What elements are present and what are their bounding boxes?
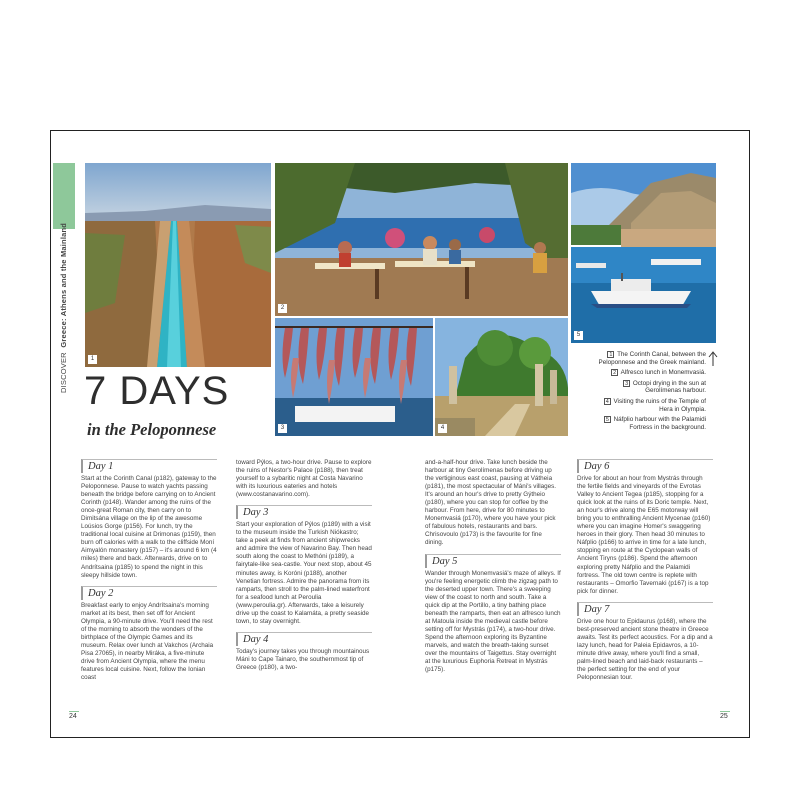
photo-number: 5 [574, 331, 583, 340]
day-paragraph: Drive for about an hour from Mystrás through the fertile fields and vineyards of the Evrotas Valley to Ancient Tegea (p185), stopping for a quick look at the ruins of its Doric temple. Next, an hour's drive along the E65 motorway will bring you to enthralling Ancient Mycenae (p160) where you can imagine Homer's swaggering heroes in their glory. Then head 30 minutes to Náfplio (p166) to arrive in time for a late lunch, stopping en route at the Cyclopean walls of Ancient Tiryns (p186). Spend the afternoon exploring pretty Náfplio and the Palamidi fortress. The old town centre is replete with restaurants – Omorfio Tavernaki (p167) is a top pick for dinner. [577, 475, 711, 595]
day-paragraph: Drive one hour to Epidaurus (p168), where the best-preserved ancient stone theatre in Greece awaits. Test its perfect acoustics. For a dip and a lazy lunch, head for Paleia Epidavros, a 10-minute drive away, where you'll find a small, palm-lined beach and laid-back restaurants – the perfect setting for the end of your Peloponnesian tour. [577, 617, 713, 682]
caption-item [591, 369, 706, 377]
caption-text: The Corinth Canal, between the Peloponnese and the Greek mainland. [598, 351, 706, 366]
up-arrow-icon [708, 351, 718, 367]
section-label [59, 222, 69, 393]
day-heading: Day 1 [81, 459, 217, 473]
magazine-spread [50, 130, 750, 738]
page-number-rule [720, 711, 730, 712]
day-paragraph: Start at the Corinth Canal (p182), gateway to the Peloponnese. Pause to watch yachts passing beneath the bridge before carrying on to Ancient Corinth (p148). Wander among the ruins of the once-great Roman city, then carry on to Dimitsána village on the lip of the awesome Loúsios Gorge (p156). For lunch, try the traditional local cuisine at Drimonas (p159), then burn off calories with a walk to the cliffside Moní Aimyalón monastery (p157) – it's around 6 km (4 miles) there and back. Afterwards, drive on to Andrítsaina (p185) to spend the night in this sleepy hillside town. [81, 475, 217, 579]
photo-captions [591, 351, 706, 434]
day-heading: Day 2 [81, 586, 217, 600]
photo-number: 4 [438, 424, 447, 433]
text-column [236, 459, 372, 678]
page-subtitle: in the Peloponnese [87, 420, 217, 439]
caption-number: 1 [609, 352, 613, 358]
photo-number: 3 [278, 424, 287, 433]
caption-text: Alfresco lunch in Monemvasiá. [620, 369, 706, 377]
section-label-name: Greece: Athens and the Mainland [59, 222, 68, 348]
page-title: 7 DAYS [84, 369, 230, 413]
day-paragraph: Start your exploration of Pýlos (p189) with a visit to the museum inside the Turkish Niókastro; take a peek at finds from ancient shipwrecks and admire the view of Navarino Bay. Then head south along the coast to Methóni (p189), a fairytale-like sea-castle. Your next stop, about 45 minutes away, is Koróni (p188), another Venetian fortress. Admire the panorama from its ramparts, then stroll to the palm-lined waterfront for a seafood lunch at Peroulia (www.peroulia.gr). Afterwards, take a leisurely drive up the coast to Kalamáta, a pretty seaside town, to stay overnight. [236, 521, 372, 625]
text-column [81, 459, 217, 688]
caption-text: Náfplio harbour with the Palamidi Fortress in the background. [613, 416, 706, 431]
photo-alfresco-lunch [275, 163, 568, 316]
photo-octopi-drying [275, 318, 433, 436]
caption-number: 2 [613, 370, 617, 377]
day-heading: Day 3 [236, 505, 372, 519]
photo-number: 2 [278, 304, 287, 313]
day-heading: Day 6 [577, 459, 713, 473]
caption-number: 4 [605, 398, 609, 405]
photo-corinth-canal [85, 163, 271, 367]
page-number-right: 25 [720, 713, 728, 720]
section-color-tab [53, 163, 75, 229]
day-paragraph: toward Pýlos, a two-hour drive. Pause to explore the ruins of Nestor's Palace (p188), then treat yourself to a sybaritic night at Costa Navarino with its luxurious eateries and hotels (www.costanavarino.com). [236, 459, 372, 499]
day-heading: Day 5 [425, 554, 561, 568]
photo-temple-of-hera [435, 318, 568, 436]
caption-item [591, 351, 706, 366]
caption-item [591, 380, 706, 395]
photo-nafplio-harbour [571, 163, 716, 343]
day-paragraph: and-a-half-hour drive. Take lunch beside the harbour at tiny Gerolímenas before driving up the vertiginous east coast, pausing at Vátheia (p181), the most spectacular of Máni's villages. It's around an hour's drive to pretty Gýtheio (p180), where you can stop for coffee by the harbour. From here, drive for 80 minutes to Monemvasiá (p170), where you have your pick of fabulous hotels, restaurants and bars. Chrisovoulo (p173) is the favourite for fine dining. [425, 459, 557, 547]
day-heading: Day 7 [577, 602, 713, 616]
caption-item [591, 398, 706, 413]
day-paragraph: Today's journey takes you through mountainous Máni to Cape Tainaro, the southernmost tip of Greece (p180), a two- [236, 647, 370, 671]
section-label-prefix: DISCOVER [59, 352, 68, 393]
caption-number: 3 [625, 380, 629, 387]
photo-number: 1 [88, 355, 97, 364]
caption-text: Octopi drying in the sun at Gerolímenas harbour. [632, 379, 706, 395]
text-column [577, 459, 713, 688]
day-paragraph: Wander through Monemvasiá's maze of alleys. If you're feeling energetic climb the zigzag path to the deserted upper town. There's a sweeping view of the coast to north and south. Take a quick dip at the Portillo, a tiny bathing place beneath the ramparts, then eat an alfresco lunch at Matoula inside the medieval castle before setting off for Mystrás (p174), a two-hour drive. Spend the afternoon exploring its Byzantine marvels, and watch the breath-taking sunset over the mountains of Taigettus. Stay overnight at the luxurious Euphoria Retreat in Mystrás (p175). [425, 569, 561, 674]
text-column [425, 459, 561, 680]
caption-item [591, 416, 706, 431]
page-number-left: 24 [69, 713, 77, 720]
caption-number: 5 [605, 417, 609, 424]
page-number-rule [69, 711, 79, 712]
caption-text: Visiting the ruins of the Temple of Hera in Olympia. [613, 397, 706, 413]
day-paragraph: Breakfast early to enjoy Andrítsaina's morning market at its best, then set off for Ancient Olympia, a 90-minute drive. You'll need the rest of the morning to absorb the wonders of the birthplace of the Olympic Games and its museum. Relax over lunch at Vakchos (Archaia Pisa 27065), in nearby Miráka, a five-minute drive from Ancient Olympia, where the menu features local cuisine. Next, follow the Ionian coast [81, 601, 214, 682]
day-heading: Day 4 [236, 632, 372, 646]
